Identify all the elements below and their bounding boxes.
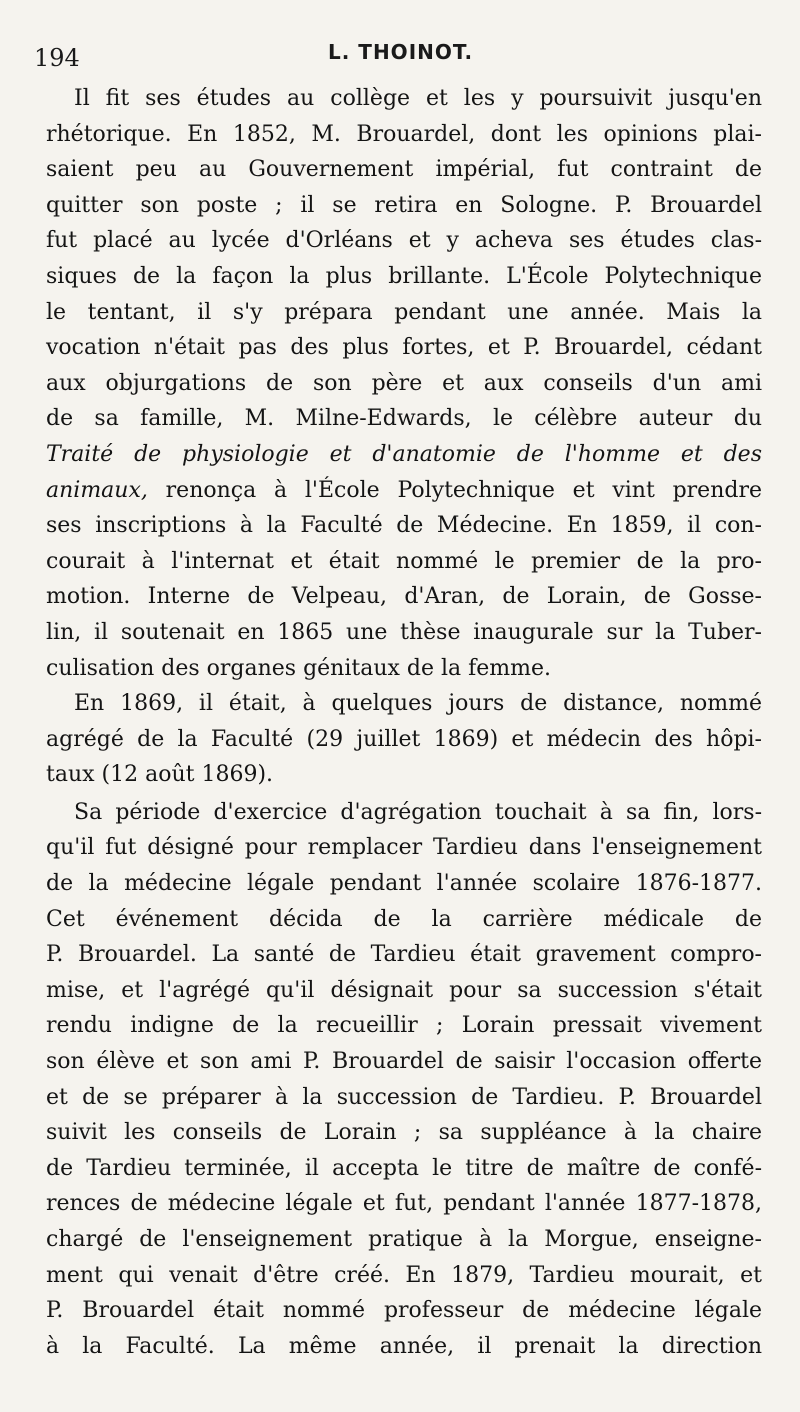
text-line: suivit les conseils de Lorain ; sa suppléance à la chaire: [46, 1120, 762, 1146]
text-line: taux (12 août 1869).: [46, 762, 274, 788]
text-line: son élève et son ami P. Brouardel de saisir l'occasion offerte: [46, 1049, 762, 1075]
text-line: chargé de l'enseignement pratique à la Morgue, enseigne-: [46, 1227, 762, 1252]
text-line: qu'il fut désigné pour remplacer Tardieu dans l'enseignement: [46, 835, 762, 861]
text-line: saient peu au Gouvernement impérial, fut contraint de: [46, 157, 762, 183]
text-line: à la Faculté. La même année, il prenait la direction: [46, 1333, 762, 1359]
text-line: vocation n'était pas des plus fortes, et P. Brouardel, cédant: [46, 335, 762, 361]
text-line: ses inscriptions à la Faculté de Médecine. En 1859, il con-: [46, 513, 762, 539]
text-line: ment qui venait d'être créé. En 1879, Tardieu mourait, et: [46, 1262, 762, 1288]
text-line: culisation des organes génitaux de la femme.: [46, 655, 552, 681]
text-line: de Tardieu terminée, il accepta le titre de maître de confé-: [46, 1155, 762, 1181]
text-line: Sa période d'exercice d'agrégation touchait à sa fin, lors-: [74, 799, 762, 825]
text-line: P. Brouardel était nommé professeur de médecine légale: [46, 1298, 762, 1324]
text-line: lin, il soutenait en 1865 une thèse inaugurale sur la Tuber-: [46, 619, 762, 645]
text-line: rhétorique. En 1852, M. Brouardel, dont les opinions plai-: [46, 121, 762, 147]
text-line: siques de la façon la plus brillante. L'École Polytechnique: [46, 263, 762, 289]
book-title-line: Traité de physiologie et d'anatomie de l'homme et des: [46, 441, 762, 467]
text-line: motion. Interne de Velpeau, d'Aran, de Lorain, de Gosse-: [46, 584, 762, 610]
text-line: En 1869, il était, à quelques jours de distance, nommé: [74, 691, 762, 717]
running-head: L. THOINOT.: [328, 40, 474, 64]
text-line: agrégé de la Faculté (29 juillet 1869) et médecin des hôpi-: [46, 726, 762, 752]
text-line: P. Brouardel. La santé de Tardieu était gravement compro-: [46, 942, 762, 968]
body-text: [46, 81, 762, 1364]
text-line: rences de médecine légale et fut, pendant l'année 1877-1878,: [46, 1191, 762, 1217]
text-line: Il fit ses études au collège et les y poursuivit jusqu'en: [74, 86, 762, 111]
text-line: et de se préparer à la succession de Tardieu. P. Brouardel: [46, 1084, 762, 1110]
text-line-rest: renonça à l'École Polytechnique et vint prendre: [147, 477, 762, 503]
text-line: fut placé au lycée d'Orléans et y acheva ses études clas-: [46, 228, 762, 254]
text-line: de sa famille, M. Milne-Edwards, le célèbre auteur du: [46, 406, 762, 432]
text-line: aux objurgations de son père et aux conseils d'un ami: [46, 370, 762, 396]
text-line: [46, 473, 762, 509]
text-line: Cet événement décida de la carrière médicale de: [46, 906, 762, 932]
page-number: 194: [34, 44, 80, 72]
page-header: [34, 40, 760, 74]
text-line: courait à l'internat et était nommé le premier de la pro-: [46, 548, 762, 574]
text-line: quitter son poste ; il se retira en Sologne. P. Brouardel: [46, 192, 762, 218]
text-line: mise, et l'agrégé qu'il désignait pour sa succession s'était: [46, 977, 762, 1003]
text-line: de la médecine légale pendant l'année scolaire 1876-1877.: [46, 871, 762, 897]
text-line: le tentant, il s'y prépara pendant une année. Mais la: [46, 299, 762, 325]
text-line: rendu indigne de la recueillir ; Lorain pressait vivement: [46, 1013, 762, 1039]
book-title-end: animaux,: [46, 477, 148, 503]
